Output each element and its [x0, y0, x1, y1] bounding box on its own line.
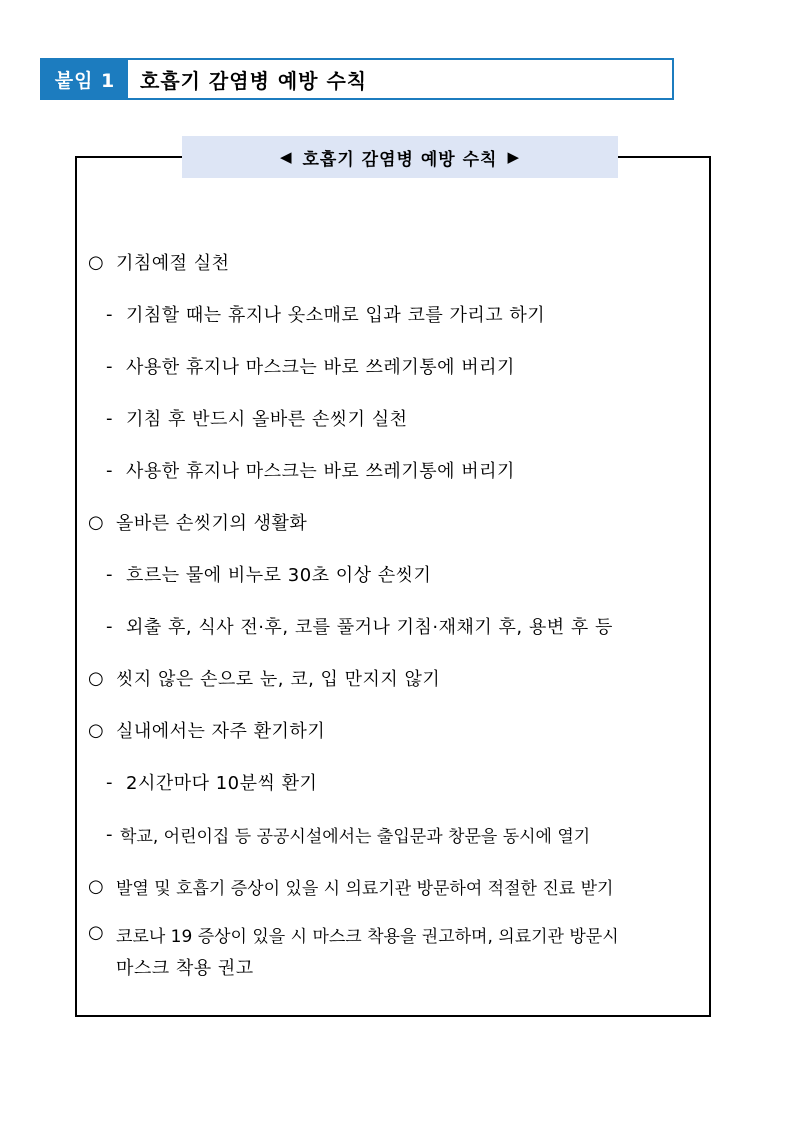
header-bar: [40, 58, 674, 100]
list-subitem: [88, 444, 708, 496]
item-text: 실내에서는 자주 환기하기: [116, 721, 326, 742]
item-text: 2시간마다 10분씩 환기: [126, 773, 318, 794]
dash-marker: -: [106, 407, 113, 429]
guidelines-list: [88, 236, 708, 994]
list-subitem: [88, 808, 708, 860]
list-item-continuation: [88, 954, 708, 994]
list-item: [88, 912, 708, 954]
dash-marker: -: [106, 615, 113, 637]
list-item: [88, 496, 708, 548]
item-text: 외출 후, 식사 전·후, 코를 풀거나 기침·재채기 후, 용변 후 등: [126, 617, 613, 638]
header-title: 호흡기 감염병 예방 수칙: [140, 68, 368, 93]
dash-marker: -: [106, 563, 113, 585]
dash-marker: -: [106, 771, 113, 793]
right-triangle-icon: ▶: [507, 148, 521, 166]
item-text: 학교, 어린이집 등 공공시설에서는 출입문과 창문을 동시에 열기: [120, 826, 591, 847]
circle-bullet-icon: ○: [88, 251, 105, 273]
list-item: [88, 236, 708, 288]
item-text: 사용한 휴지나 마스크는 바로 쓰레기통에 버리기: [126, 357, 515, 378]
circle-bullet-icon: ○: [88, 719, 105, 741]
circle-bullet-icon: ○: [88, 922, 104, 943]
list-subitem: [88, 600, 708, 652]
list-item: [88, 860, 708, 912]
circle-bullet-icon: ○: [88, 511, 105, 533]
box-title-text: 호흡기 감염병 예방 수칙: [302, 149, 498, 170]
dash-marker: -: [106, 459, 113, 481]
list-subitem: [88, 392, 708, 444]
list-item: [88, 652, 708, 704]
list-subitem: [88, 288, 708, 340]
item-text: 코로나 19 증상이 있을 시 마스크 착용을 권고하며, 의료기관 방문시: [116, 927, 619, 947]
item-text: 발열 및 호흡기 증상이 있을 시 의료기관 방문하여 적절한 진료 받기: [116, 878, 614, 899]
circle-bullet-icon: ○: [88, 667, 105, 689]
list-subitem: [88, 756, 708, 808]
list-item: [88, 704, 708, 756]
dash-marker: -: [106, 355, 113, 377]
item-text: 씻지 않은 손으로 눈, 코, 입 만지지 않기: [116, 669, 441, 690]
list-subitem: [88, 340, 708, 392]
item-text: 기침예절 실천: [116, 253, 230, 274]
item-text: 기침할 때는 휴지나 옷소매로 입과 코를 가리고 하기: [126, 305, 546, 326]
item-text: 기침 후 반드시 올바른 손씻기 실천: [126, 409, 408, 430]
item-text: 사용한 휴지나 마스크는 바로 쓰레기통에 버리기: [126, 461, 515, 482]
item-text: 올바른 손씻기의 생활화: [116, 513, 308, 534]
item-text: 마스크 착용 권고: [116, 958, 254, 979]
left-triangle-icon: ◀: [279, 148, 293, 166]
attachment-badge: 붙임 1: [42, 60, 128, 98]
list-subitem: [88, 548, 708, 600]
box-title: [182, 136, 618, 178]
item-text: 흐르는 물에 비누로 30초 이상 손씻기: [126, 565, 432, 586]
circle-bullet-icon: ○: [88, 875, 104, 897]
dash-marker: -: [106, 823, 113, 845]
dash-marker: -: [106, 303, 113, 325]
